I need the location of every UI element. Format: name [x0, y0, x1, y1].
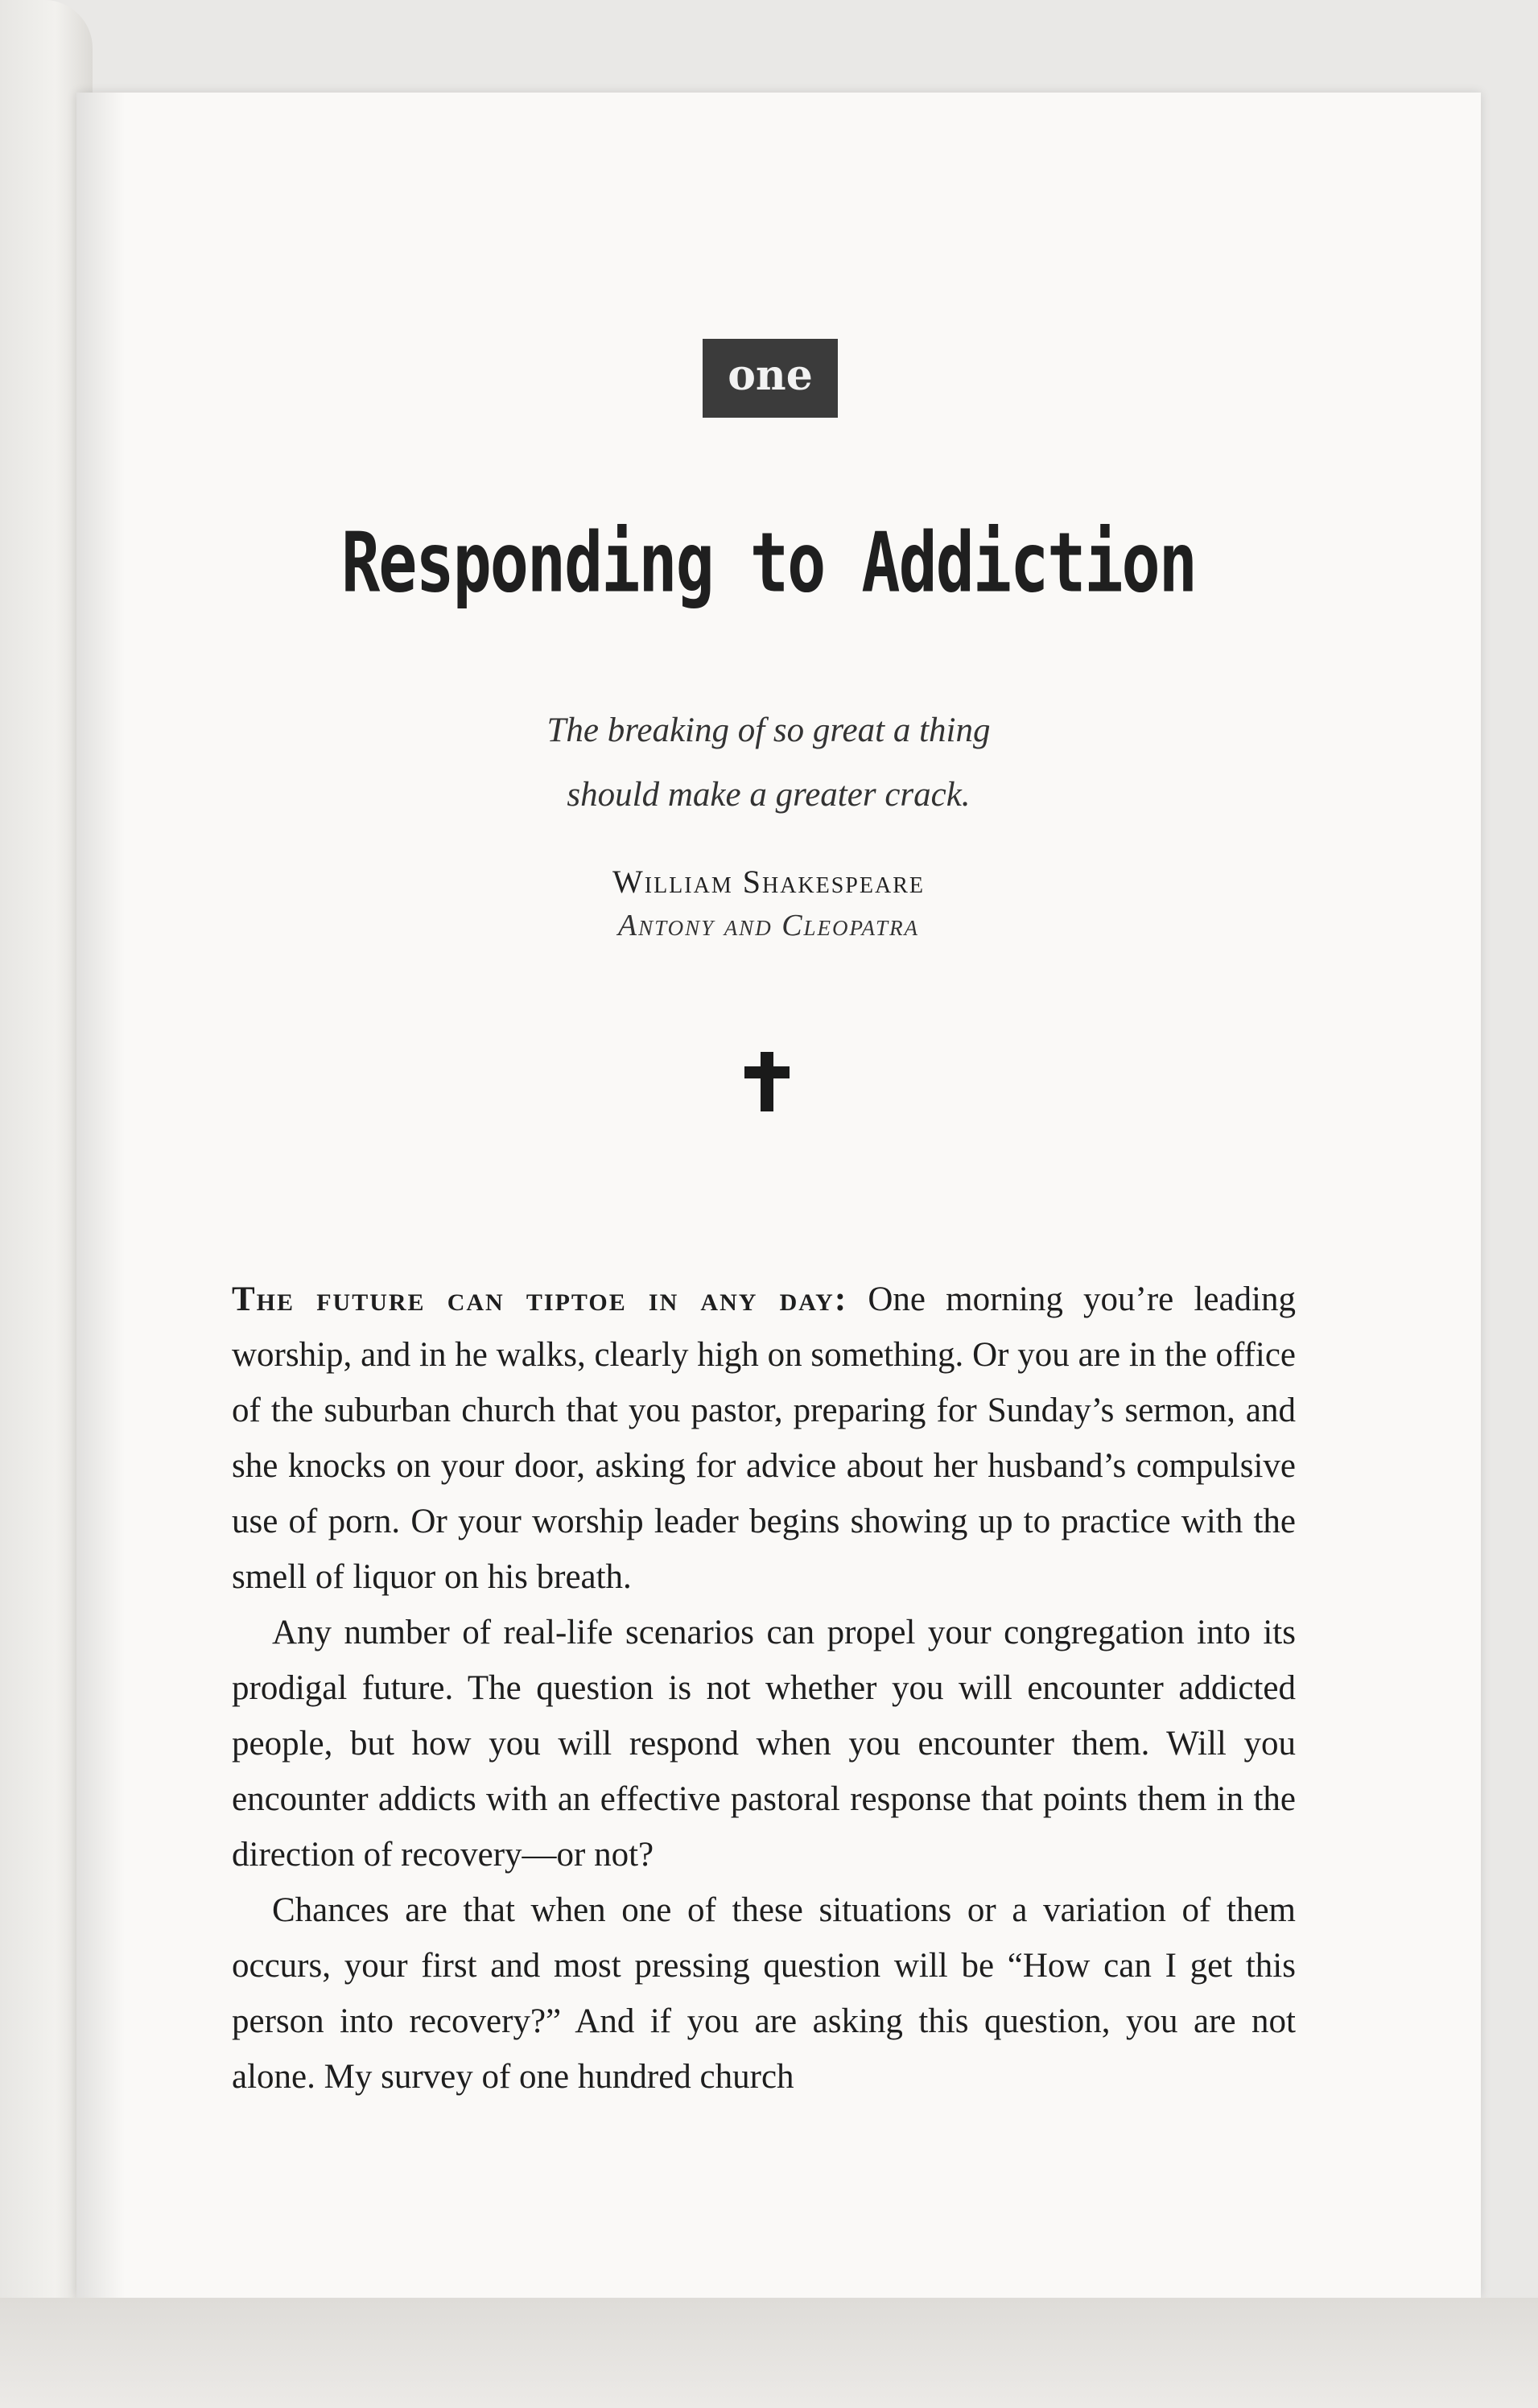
paragraph-2: Any number of real-life scenarios can propel your congregation into its prodigal future. The question is not whether you will encounter addicted people, but how you will respond when you encounter them. Will you encounter addicts with an effective pastoral response that points them in the direction of recovery—or not? — [232, 1614, 1296, 1874]
paragraph-3: Chances are that when one of these situations or a variation of them occurs, your first and most pressing question will be “How can I get this person into recovery?” And if you are asking this question, you are not alone. My survey of one hundred church — [232, 1891, 1296, 2096]
paragraph-1-text: One morning you’re leading worship, and in he walks, clearly high on something. Or you are in the office of the suburban church that you pastor, preparing for Sunday’s sermon, and she knocks on your door, asking for advice about her husband’s compulsive use of porn. Or your worship leader begins showing up to practice with the smell of liquor on his breath. — [232, 1280, 1297, 1596]
background-surface — [0, 2298, 1538, 2408]
lead-in: The future can tiptoe in any day: — [232, 1280, 848, 1318]
chapter-number-badge: one — [703, 339, 838, 418]
epigraph-line-2: should make a greater crack. — [567, 776, 971, 814]
epigraph-author: William Shakespeare — [612, 864, 925, 900]
cross-icon — [744, 1052, 790, 1111]
paragraph-1 — [232, 1272, 1296, 1605]
chapter-title: Responding to Addiction — [341, 515, 1196, 612]
body-text — [232, 1272, 1296, 2105]
page-gutter-shadow — [76, 93, 125, 2298]
epigraph-line-1: The breaking of so great a thing — [546, 711, 991, 749]
epigraph-work: Antony and Cleopatra — [617, 909, 920, 942]
